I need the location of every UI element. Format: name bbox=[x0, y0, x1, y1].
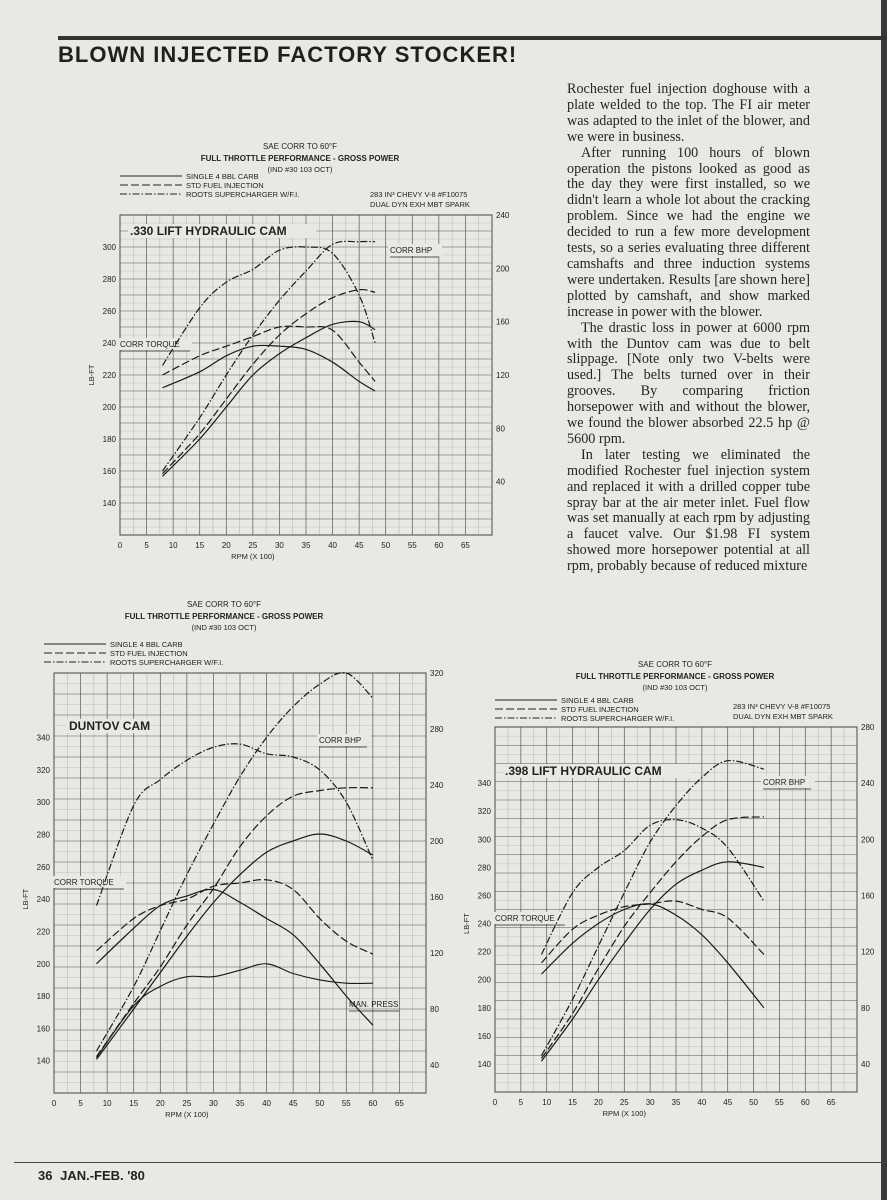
x-tick-label: 25 bbox=[248, 541, 258, 550]
left-tick-label: 300 bbox=[477, 835, 491, 845]
footer-rule bbox=[14, 1162, 887, 1163]
x-tick-label: 60 bbox=[800, 1098, 810, 1107]
x-tick-label: 5 bbox=[518, 1098, 524, 1107]
right-tick-label: 40 bbox=[430, 1061, 439, 1070]
hp-line-series-2 bbox=[163, 290, 376, 474]
right-tick-label: 80 bbox=[496, 424, 505, 434]
right-tick-label: 200 bbox=[861, 835, 875, 845]
right-tick-label: 160 bbox=[861, 891, 875, 901]
corr-torque-label: CORR TORQUE bbox=[495, 914, 555, 923]
x-tick-label: 20 bbox=[155, 1099, 165, 1108]
legend-entry: STD FUEL INJECTION bbox=[186, 181, 264, 190]
left-tick-label: 160 bbox=[477, 1031, 491, 1041]
left-tick-label: 200 bbox=[36, 959, 50, 969]
left-tick-label: 240 bbox=[477, 919, 491, 929]
right-tick-label: 160 bbox=[430, 893, 444, 902]
cam-label: .330 LIFT HYDRAULIC CAM bbox=[130, 224, 287, 238]
headline: BLOWN INJECTED FACTORY STOCKER! bbox=[58, 42, 518, 67]
left-tick-label: 180 bbox=[477, 1003, 491, 1013]
right-tick-label: 80 bbox=[430, 1005, 439, 1014]
torque-line-series-1 bbox=[97, 889, 373, 1025]
torque-line-series-1 bbox=[163, 345, 376, 391]
article-paragraph: The drastic loss in power at 6000 rpm with the Duntov cam was due to belt slippage. [Note only two V-belts were used.] The belts turned over in their grooves. By comparing friction horsepower with and without the blower, we found the blower absorbed 22.5 hp @ 5600 rpm. bbox=[567, 319, 810, 447]
x-tick-label: 45 bbox=[288, 1099, 298, 1108]
right-tick-label: 240 bbox=[430, 781, 444, 790]
x-tick-label: 45 bbox=[354, 541, 364, 550]
right-tick-label: 280 bbox=[430, 725, 444, 734]
left-tick-label: 260 bbox=[36, 862, 50, 872]
torque-line-series-1 bbox=[542, 904, 764, 1008]
left-tick-label: 160 bbox=[36, 1024, 50, 1034]
engine-info: DUAL DYN EXH MBT SPARK bbox=[370, 200, 470, 209]
hp-line-series-3 bbox=[163, 241, 376, 471]
x-tick-label: 55 bbox=[407, 541, 417, 550]
article-body bbox=[567, 82, 810, 575]
left-tick-label: 180 bbox=[102, 435, 116, 444]
y-axis-label: LB-FT bbox=[462, 913, 471, 934]
left-tick-label: 140 bbox=[36, 1056, 50, 1066]
chart-title: FULL THROTTLE PERFORMANCE - GROSS POWER bbox=[124, 612, 324, 621]
legend-entry: SINGLE 4 BBL CARB bbox=[186, 172, 259, 181]
legend-entry: STD FUEL INJECTION bbox=[110, 649, 188, 658]
left-tick-label: 260 bbox=[102, 307, 116, 316]
grid bbox=[120, 215, 492, 535]
legend-entry: ROOTS SUPERCHARGER W/F.I. bbox=[186, 190, 300, 199]
engine-info: 283 IN³ CHEVY V-8 #F10075 bbox=[733, 702, 831, 711]
torque-line-series-2 bbox=[97, 880, 373, 955]
right-tick-label: 120 bbox=[496, 371, 510, 380]
x-tick-label: 60 bbox=[368, 1099, 378, 1108]
chart-canvas bbox=[14, 595, 454, 1125]
torque-line-series-2 bbox=[542, 901, 764, 963]
right-tick-label: 160 bbox=[496, 317, 510, 327]
chart-title: FULL THROTTLE PERFORMANCE - GROSS POWER bbox=[575, 672, 775, 681]
corr-bhp-label: CORR BHP bbox=[763, 778, 806, 787]
legend-entry: ROOTS SUPERCHARGER W/F.I. bbox=[561, 714, 675, 723]
left-tick-label: 220 bbox=[477, 947, 491, 957]
article-paragraph: In later testing we eliminated the modified Rochester fuel injection system and replaced it with a drilled copper tube spray bar at the air meter inlet. Fuel flow was set manually at each rpm by adjusting a faucet valve. Our $1.98 FI system showed more horsepower potential at all rpm, probably because of reduced mixture bbox=[567, 446, 810, 575]
x-tick-label: 40 bbox=[262, 1099, 272, 1108]
right-tick-label: 240 bbox=[861, 779, 875, 789]
x-tick-label: 40 bbox=[697, 1098, 707, 1107]
x-tick-label: 50 bbox=[381, 541, 391, 550]
legend-entry: STD FUEL INJECTION bbox=[561, 705, 639, 714]
legend-entry: SINGLE 4 BBL CARB bbox=[561, 696, 634, 705]
x-tick-label: 0 bbox=[117, 541, 123, 550]
y-axis-label: LB-FT bbox=[87, 364, 96, 386]
chart-duntov-cam bbox=[14, 595, 454, 1125]
hp-line-series-1 bbox=[97, 834, 373, 1059]
left-tick-label: 300 bbox=[36, 798, 50, 808]
hp-line-series-2 bbox=[542, 817, 764, 1059]
right-tick-label: 200 bbox=[430, 837, 444, 846]
right-tick-label: 80 bbox=[861, 1003, 870, 1013]
x-tick-label: 65 bbox=[826, 1098, 836, 1107]
cam-label: .398 LIFT HYDRAULIC CAM bbox=[505, 764, 662, 778]
left-tick-label: 220 bbox=[102, 371, 116, 380]
left-tick-label: 220 bbox=[36, 927, 50, 937]
torque-line-series-3 bbox=[163, 247, 376, 366]
article-paragraph: Rochester fuel injection doghouse with a plate welded to the top. The FI air meter was adapted to the inlet of the blower, and we were in business. bbox=[567, 81, 810, 145]
corr-torque-label: CORR TORQUE bbox=[54, 878, 114, 887]
engine-info: DUAL DYN EXH MBT SPARK bbox=[733, 712, 833, 721]
x-tick-label: 40 bbox=[328, 541, 338, 550]
x-tick-label: 15 bbox=[129, 1099, 139, 1108]
hp-line-series-2 bbox=[97, 788, 373, 1057]
left-tick-label: 140 bbox=[477, 1059, 491, 1069]
chart-subtitle: SAE CORR TO 60°F bbox=[186, 600, 262, 609]
right-tick-label: 40 bbox=[496, 477, 505, 487]
hp-line-series-1 bbox=[163, 321, 376, 476]
x-tick-label: 55 bbox=[774, 1098, 784, 1107]
x-tick-label: 35 bbox=[235, 1099, 245, 1108]
article-paragraph: After running 100 hours of blown operation the pistons looked as good as the day they were first installed, so we didn't learn a whole lot about the cracking problem. Since we had the engine we decided to run a few more development tests, so a series evaluating three different camshafts and three induction systems were undertaken. Results [are shown here] plotted by camshaft, and show marked increase in power with the blower. bbox=[567, 144, 810, 320]
x-tick-label: 30 bbox=[208, 1099, 218, 1108]
x-tick-label: 35 bbox=[301, 541, 311, 550]
page-number: 36 bbox=[38, 1168, 53, 1183]
x-tick-label: 10 bbox=[102, 1099, 112, 1108]
x-tick-label: 0 bbox=[492, 1098, 498, 1107]
chart-398-lift bbox=[462, 655, 885, 1118]
footer bbox=[38, 1168, 145, 1183]
corr-bhp-label: CORR BHP bbox=[319, 736, 362, 745]
x-tick-label: 10 bbox=[168, 541, 178, 550]
x-axis-label: RPM (X 100) bbox=[231, 552, 275, 561]
chart-subtitle: SAE CORR TO 60°F bbox=[637, 660, 713, 669]
left-tick-label: 140 bbox=[102, 499, 116, 508]
x-tick-label: 20 bbox=[593, 1098, 603, 1107]
right-tick-label: 320 bbox=[430, 669, 444, 678]
x-tick-label: 25 bbox=[182, 1099, 192, 1108]
chart-canvas bbox=[87, 135, 530, 561]
x-tick-label: 60 bbox=[434, 541, 444, 550]
man-press-label: MAN. PRESS bbox=[349, 1000, 399, 1009]
right-tick-label: 120 bbox=[861, 947, 875, 957]
x-tick-label: 5 bbox=[144, 541, 149, 550]
right-tick-label: 280 bbox=[861, 723, 875, 732]
left-tick-label: 300 bbox=[102, 243, 116, 252]
x-tick-label: 50 bbox=[749, 1098, 759, 1107]
header-rule bbox=[58, 36, 887, 40]
x-tick-label: 15 bbox=[568, 1098, 578, 1107]
left-tick-label: 200 bbox=[102, 403, 116, 412]
left-tick-label: 280 bbox=[102, 275, 116, 284]
x-axis-label: RPM (X 100) bbox=[165, 1110, 209, 1119]
right-tick-label: 40 bbox=[861, 1059, 870, 1069]
x-tick-label: 50 bbox=[315, 1099, 325, 1108]
chart-subtitle: SAE CORR TO 60°F bbox=[262, 142, 338, 151]
left-tick-label: 200 bbox=[477, 975, 491, 985]
x-axis-label: RPM (X 100) bbox=[602, 1109, 646, 1118]
left-tick-label: 280 bbox=[477, 863, 491, 873]
x-tick-label: 15 bbox=[195, 541, 205, 550]
left-tick-label: 240 bbox=[102, 339, 116, 348]
left-tick-label: 280 bbox=[36, 830, 50, 840]
chart-canvas bbox=[462, 655, 885, 1118]
left-tick-label: 180 bbox=[36, 992, 50, 1002]
engine-info: 283 IN³ CHEVY V-8 #F10075 bbox=[370, 190, 468, 199]
chart-title: FULL THROTTLE PERFORMANCE - GROSS POWER bbox=[200, 154, 400, 163]
torque-line-series-3 bbox=[542, 820, 764, 955]
left-tick-label: 240 bbox=[36, 895, 50, 905]
right-tick-label: 240 bbox=[496, 211, 510, 220]
x-tick-label: 25 bbox=[619, 1098, 629, 1107]
x-tick-label: 35 bbox=[671, 1098, 681, 1107]
hp-line-series-1 bbox=[542, 862, 764, 1061]
x-tick-label: 5 bbox=[78, 1099, 83, 1108]
x-tick-label: 10 bbox=[542, 1098, 552, 1107]
torque-line-series-3 bbox=[97, 744, 373, 906]
corr-torque-label: CORR TORQUE bbox=[120, 340, 180, 349]
hp-line-series-3 bbox=[542, 761, 764, 1056]
right-tick-label: 200 bbox=[496, 264, 510, 274]
left-tick-label: 160 bbox=[102, 467, 116, 476]
right-tick-label: 120 bbox=[430, 949, 444, 958]
x-tick-label: 20 bbox=[221, 541, 231, 550]
x-tick-label: 65 bbox=[394, 1099, 404, 1108]
left-tick-label: 320 bbox=[477, 807, 491, 817]
left-tick-label: 340 bbox=[477, 779, 491, 789]
y-axis-label: LB-FT bbox=[21, 888, 30, 910]
x-tick-label: 30 bbox=[645, 1098, 655, 1107]
legend-entry: ROOTS SUPERCHARGER W/F.I. bbox=[110, 658, 224, 667]
left-tick-label: 340 bbox=[36, 733, 50, 743]
x-tick-label: 45 bbox=[723, 1098, 733, 1107]
x-tick-label: 55 bbox=[341, 1099, 351, 1108]
x-tick-label: 0 bbox=[51, 1099, 57, 1108]
chart-test-line: (IND #30 103 OCT) bbox=[191, 623, 257, 632]
left-tick-label: 320 bbox=[36, 765, 50, 775]
issue-date: JAN.-FEB. '80 bbox=[60, 1168, 145, 1183]
left-tick-label: 260 bbox=[477, 891, 491, 901]
torque-line-series-2 bbox=[163, 326, 376, 381]
legend-entry: SINGLE 4 BBL CARB bbox=[110, 640, 183, 649]
x-tick-label: 30 bbox=[274, 541, 284, 550]
chart-330-lift bbox=[87, 135, 530, 561]
chart-test-line: (IND #30 103 OCT) bbox=[267, 165, 333, 174]
x-tick-label: 65 bbox=[460, 541, 470, 550]
chart-test-line: (IND #30 103 OCT) bbox=[642, 683, 708, 692]
cam-label: DUNTOV CAM bbox=[69, 719, 151, 733]
corr-bhp-label: CORR BHP bbox=[390, 246, 433, 255]
